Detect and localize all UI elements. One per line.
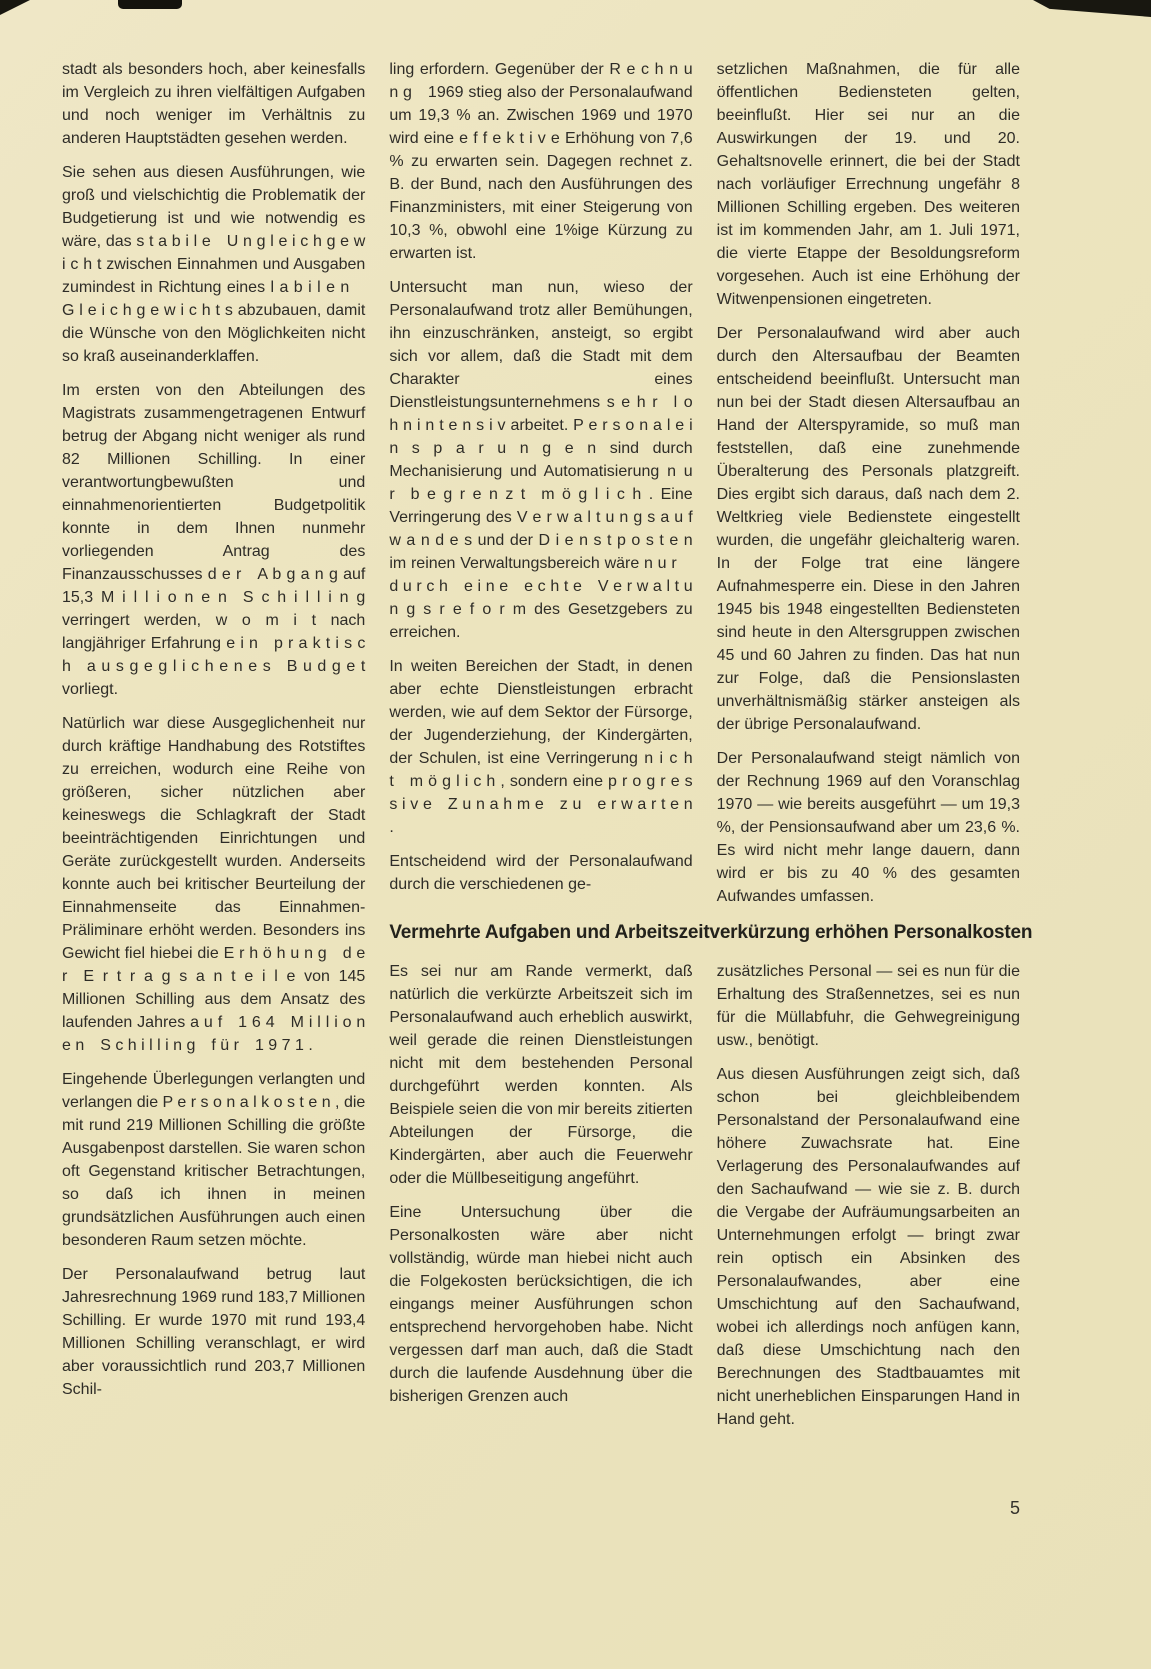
paragraph: Sie sehen aus diesen Ausführungen, wie groß und vielschichtig die Problematik der Budgetierung ist und wie notwendig es wäre, das s t a b i l e U n g l e i c h g e w i c h t zwischen Einnahmen und Ausgaben zumindest in Richtung eines l a b i l e n G l e i c h g e w i c h t s abzubauen, damit die Wünsche von den Möglichkeiten nicht so kraß auseinanderklaffen.: [62, 164, 366, 365]
paragraph: Der Personalaufwand betrug laut Jahresrechnung 1969 rund 183,7 Millionen Schilling. Er wurde 1970 mit rund 193,4 Millionen Schilling veranschlagt, er wird aber voraussichtlich rund 203,7 Millionen Schil-: [62, 1266, 366, 1398]
paragraph: Der Personalaufwand wird aber auch durch den Altersaufbau der Beamten entscheidend beeinflußt. Untersucht man nun bei der Stadt diesen Altersaufbau an Hand der Alterspyramide, so muß man feststellen, daß eine zunehmende Überalterung des Personals platzgreift. Dies ergibt sich daraus, daß nach dem 2. Weltkrieg viele Bedienstete eingestellt wurden, die ungefähr gleichalterig waren. In der Folge trat eine längere Aufnahmesperre ein. Diese in den Jahren 1945 bis 1948 eingestellten Bediensteten sind heute in den Altersgruppen zwischen 45 und 60 Jahren zu finden. Das hat nun zur Folge, daß die Pensionslasten unverhältnismäßig stärker ansteigen als der übrige Personalaufwand.: [716, 325, 1020, 733]
paragraph: Aus diesen Ausführungen zeigt sich, daß schon bei gleichbleibendem Personalstand der Personalaufwand eine höhere Zuwachsrate hat. Eine Verlagerung des Personalaufwandes auf den Sachaufwand — wie sie z. B. durch die Vergabe der Aufräumungsarbeiten an Unternehmungen erfolgt — bringt zwar rein optisch ein Absinken des Personalaufwandes, aber eine Umschichtung auf den Sachaufwand, wobei ich allerdings noch anfügen kann, daß diese Umschichtung nach den Berechnungen des Stadtbauamtes mit nicht unerheblichen Einsparungen Hand in Hand geht.: [716, 1066, 1020, 1428]
paragraph: stadt als besonders hoch, aber keinesfalls im Vergleich zu ihren vielfältigen Aufgaben und noch weniger im Verhältnis zu anderen Hauptstädten gesehen werden.: [62, 61, 366, 147]
scan-artifact-top-right: [1033, 0, 1151, 17]
column-left: [62, 58, 365, 1431]
paragraph: Es sei nur am Rande vermerkt, daß natürlich die verkürzte Arbeitszeit sich im Personalaufwand auch erheblich auswirkt, weil gerade die reinen Dienstleistungen nicht mit dem bestehenden Personal durchgeführt werden konnten. Als Beispiele seien die von mir bereits zitierten Abteilungen der Fürsorge, die Kindergärten, aber auch die Feuerwehr oder die Müllbeseitigung angeführt.: [389, 963, 693, 1187]
column-middle-top: [389, 58, 692, 908]
paragraph: In weiten Bereichen der Stadt, in denen aber echte Dienstleistungen erbracht werden, wie auf dem Sektor der Fürsorge, der Jugenderziehung, der Kindergärten, der Schulen, ist eine Verringerung n i c h t m ö g l i c h , sondern eine p r o g r e s s i v e Z u n a h m e z u e r w a r t e n .: [389, 658, 693, 836]
paragraph: Im ersten von den Abteilungen des Magistrats zusammengetragenen Entwurf betrug der Abgang nicht weniger als rund 82 Millionen Schilling. In einer verantwortungbewußten und einnahmenorientierten Budgetpolitik konnte in dem Ihnen nunmehr vorliegenden Antrag des Finanzausschusses d e r A b g a n g auf 15,3 M i l l i o n e n S c h i l l i n g verringert werden, w o m i t nach langjähriger Erfahrung e i n p r a k t i s c h a u s g e g l i c h e n e s B u d g e t vorliegt.: [62, 382, 366, 698]
column-right-bottom: [717, 960, 1020, 1431]
scan-artifact-top-bar: [118, 0, 182, 9]
paragraph: Der Personalaufwand steigt nämlich von der Rechnung 1969 auf den Voranschlag 1970 — wie bereits ausgeführt — um 19,3 %, der Pensionsaufwand aber um 23,6 %. Es wird nicht mehr lange dauern, dann wird er bis zu 40 % des gesamten Aufwandes umfassen.: [716, 750, 1020, 905]
column-middle-bottom: [389, 960, 692, 1431]
paragraph: Eingehende Überlegungen verlangten und verlangen die P e r s o n a l k o s t e n , die mit rund 219 Millionen Schilling die größte Ausgabenpost darstellen. Sie waren schon oft Gegenstand kritischer Betrachtungen, so daß ich ihnen in meinen grundsätzlichen Ausführungen auch einen besonderen Raum setzen möchte.: [62, 1071, 366, 1249]
paragraph: zusätzliches Personal — sei es nun für die Erhaltung des Straßennetzes, sei es nun für die Müllabfuhr, die Gehwegreinigung usw., benötigt.: [716, 963, 1020, 1049]
page-number: 5: [1009, 1498, 1020, 1518]
paragraph: Untersucht man nun, wieso der Personalaufwand trotz aller Bemühungen, ihn einzuschränken, ansteigt, so ergibt sich vor allem, daß die Stadt mit dem Charakter eines Dienstleistungsunternehmens s e h r l o h n i n t e n s i v arbeitet. P e r s o n a l e i n s p a r u n g e n sind durch Mechanisierung und Automatisierung n u r b e g r e n z t m ö g l i c h . Eine Verringerung des V e r w a l t u n g s a u f w a n d e s und der D i e n s t p o s t e n im reinen Verwaltungsbereich wäre n u r d u r c h e i n e e c h t e V e r w a l t u n g s r e f o r m des Gesetzgebers zu erreichen.: [389, 279, 693, 641]
page-content: [62, 58, 1033, 1431]
paragraph: Eine Untersuchung über die Personalkosten wäre aber nicht vollständig, würde man hiebei nicht auch die Folgekosten berücksichtigen, die ich eingangs meiner Ausführungen schon entsprechend hervorgehoben habe. Nicht vergessen darf man auch, daß die Stadt durch die laufende Ausdehnung über die bisherigen Grenzen auch: [389, 1204, 693, 1405]
column-right-top: [717, 58, 1020, 908]
section-heading: Vermehrte Aufgaben und Arbeitszeitverkürzung erhöhen Personalkosten: [389, 922, 1033, 943]
paragraph: Natürlich war diese Ausgeglichenheit nur durch kräftige Handhabung des Rotstiftes zu erreichen, wodurch eine Reihe von größeren, sicher nützlichen aber keineswegs die Schlagkraft der Stadt beeinträchtigenden Einrichtungen und Geräte zurückgestellt wurden. Anderseits konnte auch bei kritischer Beurteilung der Einnahmenseite das Einnahmen-Präliminare erhöht werden. Besonders ins Gewicht fiel hiebei die E r h ö h u n g d e r E r t r a g s a n t e i l e von 145 Millionen Schilling aus dem Ansatz des laufenden Jahres a u f 1 6 4 M i l l i o n e n S c h i l l i n g f ü r 1 9 7 1 .: [62, 715, 366, 1054]
paragraph: ling erfordern. Gegenüber der R e c h n u n g 1969 stieg also der Personalaufwand um 19,3 % an. Zwischen 1969 und 1970 wird eine e f f e k t i v e Erhöhung von 7,6 % zu erwarten sein. Dagegen rechnet z. B. der Bund, nach den Ausführungen des Finanzministers, mit einer Steigerung von 10,3 %, obwohl eine 1%ige Kürzung zu erwarten ist.: [389, 61, 693, 262]
paragraph: Entscheidend wird der Personalaufwand durch die verschiedenen ge-: [389, 853, 693, 893]
paragraph: setzlichen Maßnahmen, die für alle öffentlichen Bediensteten gelten, beeinflußt. Hier sei nur an die Auswirkungen der 19. und 20. Gehaltsnovelle erinnert, die bei der Stadt nach vorläufiger Errechnung ungefähr 8 Millionen Schilling ergeben. Des weiteren ist im kommenden Jahr, am 1. Juli 1971, die vierte Etappe der Besoldungsreform vorgesehen. Auch ist eine Erhöhung der Witwenpensionen eingetreten.: [716, 61, 1020, 308]
scan-artifact-top-left: [0, 0, 30, 15]
